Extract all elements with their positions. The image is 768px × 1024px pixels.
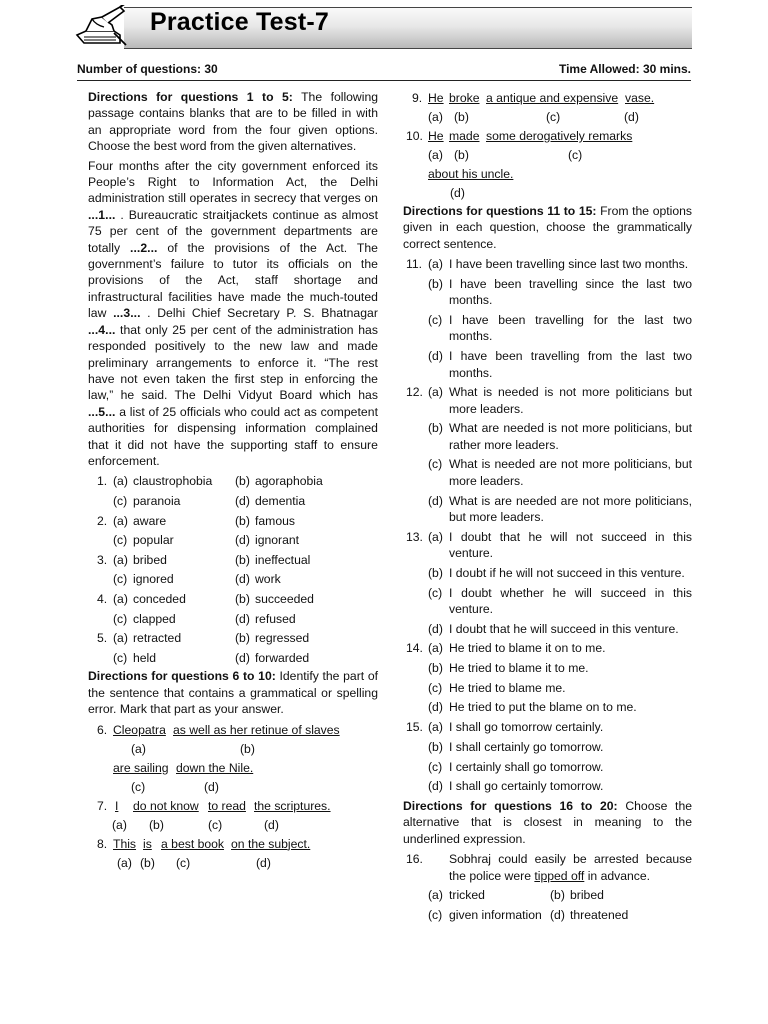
option-letter: (b) — [235, 513, 250, 528]
option-row — [88, 492, 378, 512]
question-number: 2. — [97, 513, 108, 528]
option-letter: (c) — [428, 313, 443, 328]
question-number: 11. — [406, 257, 423, 272]
question-number: 12. — [406, 385, 423, 400]
option-text: What is needed is not more politicians but more leaders. — [449, 385, 692, 416]
option-text: I shall go certainly tomorrow. — [449, 779, 604, 794]
option-text: succeeded — [255, 591, 314, 606]
option-letter: (b) — [235, 552, 250, 567]
option-text: I certainly shall go tomorrow. — [449, 759, 604, 774]
option-row — [88, 629, 378, 649]
option-item — [403, 640, 692, 656]
option-text: clapped — [133, 611, 176, 626]
option-row — [88, 610, 378, 630]
option-row — [88, 512, 378, 532]
option-text: threatened — [570, 907, 629, 922]
question-count: Number of questions: 30 — [77, 62, 218, 76]
option-item — [403, 759, 692, 775]
option-text: He tried to put the blame on to me. — [449, 700, 637, 715]
option-text: bribed — [133, 552, 167, 567]
option-letter: (c) — [113, 611, 128, 626]
passage: Four months after the city government enforced its People’s Right to Information Act, the Delhi administration still operates in secrecy that verges on ...1... . Bureaucratic straitjackets continue as almost 75 per cent of the government departments are totally ...2... of the provisions of the Act. The government’s failure to tutor its officials on the provisions of the Act, staff shortage and infrastructural facilities have made the much-touted law ...3... . Delhi Chief Secretary P. S. Bhatnagar ...4... that only 25 per cent of the administration has responded positively to the new law and made preliminary arrangements to enforce it. “The rest have not even taken the first step in enforcing the law,” he said. The Delhi Vidyut Board which has ...5... a list of 25 officials who could act as competent authorities for dispensing information complained that it did not have the supporting staff to ensure enforcement. — [88, 158, 379, 468]
blank-1: ...1... — [88, 207, 116, 222]
option-text: retracted — [133, 631, 182, 646]
option-text: I doubt if he will not succeed in this venture. — [449, 565, 685, 580]
blank-3: ...3... — [113, 306, 141, 321]
option-text: I doubt that he will succeed in this venture. — [449, 621, 679, 636]
option-letter: (c) — [113, 533, 128, 548]
option-letter: (b) — [428, 421, 443, 436]
question-14 — [403, 640, 692, 716]
question-9: 9. He broke a antique and expensive vase. (a) (b) (c) (d) — [412, 91, 655, 124]
option-item — [403, 565, 692, 581]
time-allowed: Time Allowed: 30 mins. — [558, 62, 691, 76]
option-text: What is are needed are not more politicians, but more leaders. — [449, 493, 692, 524]
option-text: He tried to blame it to me. — [449, 661, 589, 676]
option-item — [403, 456, 692, 489]
right-column — [403, 89, 692, 925]
blank-5: ...5... — [88, 404, 116, 419]
option-letter: (b) — [235, 591, 250, 606]
option-letter: (c) — [113, 493, 128, 508]
option-text: refused — [255, 611, 296, 626]
option-row — [403, 886, 692, 906]
option-letter: (d) — [550, 907, 565, 922]
option-letter: (a) — [428, 720, 443, 735]
directions-16-20: Directions for questions 16 to 20: Choose the alternative that is closest in meaning to the underlined expression. — [403, 798, 693, 846]
option-text: conceded — [133, 591, 186, 606]
option-item — [403, 739, 692, 755]
option-letter: (c) — [428, 907, 443, 922]
option-row — [403, 906, 692, 926]
blank-4: ...4... — [88, 322, 116, 337]
question-number: 4. — [97, 591, 108, 606]
questions-11-15 — [403, 256, 692, 794]
option-text: given information — [449, 907, 542, 922]
option-letter: (a) — [113, 591, 128, 606]
option-letter: (c) — [428, 585, 443, 600]
option-item — [403, 276, 692, 309]
question-number: 1. — [97, 474, 108, 489]
option-text: He tried to blame me. — [449, 680, 566, 695]
option-item — [403, 680, 692, 696]
option-text: aware — [133, 513, 167, 528]
option-letter: (a) — [428, 887, 443, 902]
option-letter: (b) — [235, 474, 250, 489]
directions-6-10: Directions for questions 6 to 10: Identify the part of the sentence that contains a grammatical or spelling error. Mark that part as your answer. — [88, 669, 378, 717]
option-text: bribed — [570, 887, 604, 902]
option-letter: (a) — [113, 552, 128, 567]
option-text: ignored — [133, 572, 174, 587]
writing-hand-icon — [74, 5, 132, 49]
question-number: 14. — [406, 641, 423, 656]
option-text: famous — [255, 513, 295, 528]
option-text: What is needed are not more politicians, but more leaders. — [449, 457, 692, 488]
question-number: 3. — [97, 552, 108, 567]
option-letter: (a) — [428, 385, 443, 400]
option-item — [403, 585, 692, 618]
option-text: popular — [133, 533, 174, 548]
option-row — [88, 531, 378, 551]
option-letter: (d) — [428, 700, 443, 715]
option-letter: (d) — [428, 779, 443, 794]
option-letter: (b) — [428, 565, 443, 580]
option-text: I have been travelling since last two months. — [449, 257, 689, 272]
option-letter: (b) — [428, 276, 443, 291]
question-15 — [403, 719, 692, 795]
option-letter: (c) — [428, 759, 443, 774]
option-text: agoraphobia — [255, 474, 323, 489]
option-item — [403, 621, 692, 637]
option-letter: (d) — [235, 533, 250, 548]
option-text: He tried to blame it on to me. — [449, 641, 606, 656]
left-column — [88, 89, 378, 873]
option-row — [88, 472, 378, 492]
option-text: held — [133, 650, 157, 665]
question-16: 16. Sobhraj could easily be arrested because the police were tipped off in advance. (a) tricked (b) bribed (c) given information (d) threatened — [403, 851, 692, 925]
option-row — [88, 590, 378, 610]
option-text: forwarded — [255, 650, 310, 665]
question-11 — [403, 256, 692, 381]
option-letter: (d) — [428, 493, 443, 508]
option-letter: (b) — [428, 661, 443, 676]
option-letter: (a) — [428, 641, 443, 656]
option-item — [403, 493, 692, 526]
option-text: work — [255, 572, 281, 587]
directions-11-15: Directions for questions 11 to 15: From the options given in each question, choose the grammatically correct sentence. — [403, 204, 692, 251]
option-item — [403, 348, 692, 381]
option-letter: (d) — [235, 650, 250, 665]
option-letter: (d) — [428, 621, 443, 636]
option-item — [403, 660, 692, 676]
test-meta — [77, 62, 691, 80]
option-letter: (c) — [428, 457, 443, 472]
option-text: I doubt that he will not succeed in this venture. — [449, 529, 692, 561]
question-number: 13. — [406, 529, 423, 544]
option-text: ineffectual — [255, 552, 311, 567]
divider — [77, 80, 691, 81]
option-row — [88, 570, 378, 590]
blank-2: ...2... — [130, 240, 158, 255]
page-header — [74, 5, 692, 47]
option-text: I have been travelling since the last two months. — [449, 276, 692, 308]
option-letter: (a) — [113, 631, 128, 646]
option-letter: (d) — [428, 349, 443, 364]
option-text: I doubt whether he will succeed in this venture. — [449, 585, 692, 616]
option-text: What are needed is not more politicians, but rather more leaders. — [449, 421, 692, 452]
option-text: paranoia — [133, 493, 181, 508]
option-letter: (d) — [235, 572, 250, 587]
question-6: 6. Cleopatra as well as her retinue of slaves (a) (b) are sailing down the Nile. (c) (d) — [97, 722, 340, 794]
option-row — [88, 551, 378, 571]
option-letter: (b) — [428, 739, 443, 754]
options-1-5 — [88, 472, 378, 668]
option-letter: (a) — [428, 529, 443, 544]
question-13 — [403, 529, 692, 637]
option-letter: (c) — [113, 572, 128, 587]
option-text: claustrophobia — [133, 474, 213, 489]
option-text: regressed — [255, 631, 310, 646]
option-letter: (b) — [550, 887, 565, 902]
question-number: 15. — [406, 720, 423, 735]
option-letter: (a) — [113, 474, 128, 489]
option-letter: (d) — [235, 493, 250, 508]
option-text: I shall go tomorrow certainly. — [449, 720, 604, 735]
option-text: I shall certainly go tomorrow. — [449, 739, 604, 754]
option-letter: (a) — [428, 257, 443, 272]
directions-1-5: Directions for questions 1 to 5: The following passage contains blanks that are to be filled in with an appropriate word from the four given options. Choose the best word from the given alternatives. — [88, 90, 378, 154]
option-letter: (c) — [113, 650, 128, 665]
option-item — [403, 719, 692, 735]
page-title: Practice Test-7 — [150, 8, 330, 36]
option-text: I have been travelling from the last two months. — [449, 349, 692, 380]
option-letter: (a) — [113, 513, 128, 528]
option-item — [403, 778, 692, 794]
option-item — [403, 384, 692, 417]
option-item — [403, 420, 692, 453]
option-item — [403, 312, 692, 345]
option-text: ignorant — [255, 533, 300, 548]
option-letter: (b) — [235, 631, 250, 646]
option-item — [403, 256, 692, 272]
option-text: tricked — [449, 887, 485, 902]
option-item — [403, 699, 692, 715]
option-item — [403, 529, 692, 562]
question-8: 8. This is a best book on the subject. (a) (b) (c) (d) — [97, 836, 311, 870]
question-10: 10. He made some derogatively remarks (a) (b) (c) about his uncle. (d) — [406, 129, 633, 200]
question-12 — [403, 384, 692, 525]
question-7: 7. I do not know to read the scriptures. (a) (b) (c) (d) — [97, 798, 331, 832]
question-number: 5. — [97, 631, 108, 646]
option-letter: (d) — [235, 611, 250, 626]
option-row — [88, 649, 378, 669]
option-text: dementia — [255, 493, 306, 508]
option-text: I have been travelling for the last two months. — [449, 313, 692, 344]
option-letter: (c) — [428, 680, 443, 695]
